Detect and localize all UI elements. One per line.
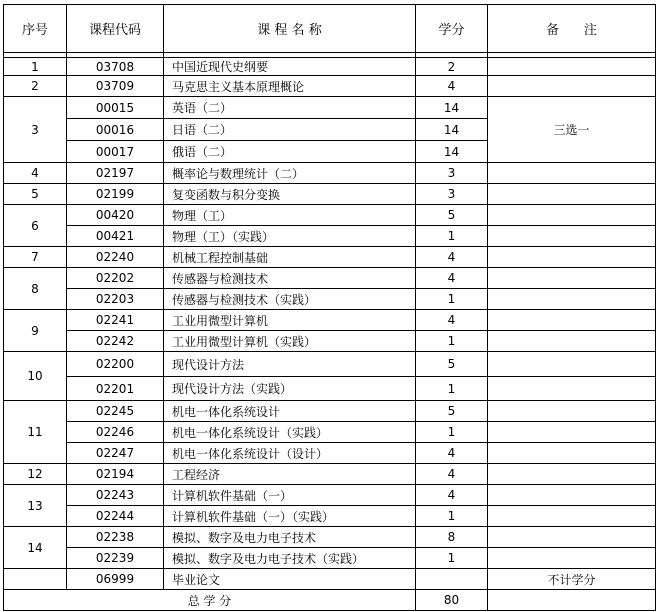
- row-code: 00421: [67, 226, 164, 247]
- row-name: 模拟、数字及电力电子技术: [164, 527, 416, 548]
- row-name: 马克思主义基本原理概论: [164, 76, 416, 97]
- row-credit: 5: [416, 401, 488, 422]
- row-code: 02240: [67, 247, 164, 268]
- course-table: [3, 4, 656, 611]
- table-row: [4, 205, 656, 226]
- header-row: [4, 5, 656, 53]
- table-row: [4, 401, 656, 422]
- row-credit: 4: [416, 464, 488, 485]
- table-row: [4, 464, 656, 485]
- row-name: 俄语（二）: [164, 141, 416, 163]
- row-name: 传感器与检测技术: [164, 268, 416, 289]
- table-row: [4, 331, 656, 352]
- row-index: 8: [4, 268, 67, 310]
- total-note: [488, 590, 656, 611]
- row-index: 14: [4, 527, 67, 569]
- row-note: [488, 377, 656, 401]
- row-name: 机电一体化系统设计: [164, 401, 416, 422]
- row-note: [488, 310, 656, 331]
- row-code: 02200: [67, 352, 164, 377]
- row-credit: 14: [416, 97, 488, 119]
- row-note: [488, 464, 656, 485]
- row-credit: 4: [416, 268, 488, 289]
- row-credit: 3: [416, 184, 488, 205]
- table-row: [4, 268, 656, 289]
- table-row: [4, 377, 656, 401]
- row-code: 02197: [67, 163, 164, 184]
- row-code: 02241: [67, 310, 164, 331]
- row-code: 00016: [67, 119, 164, 141]
- header-course-code: 课程代码: [67, 5, 164, 53]
- row-note: 不计学分: [488, 569, 656, 590]
- row-note: [488, 268, 656, 289]
- row-name: 工程经济: [164, 464, 416, 485]
- row-credit: 4: [416, 485, 488, 506]
- row-code: 02203: [67, 289, 164, 310]
- row-credit: 2: [416, 58, 488, 76]
- row-note: [488, 548, 656, 569]
- table-row: [4, 247, 656, 268]
- row-credit: 8: [416, 527, 488, 548]
- row-index: 7: [4, 247, 67, 268]
- row-note: [488, 443, 656, 464]
- row-index: 4: [4, 163, 67, 184]
- row-credit: 3: [416, 163, 488, 184]
- table-row: [4, 184, 656, 205]
- row-index: 1: [4, 58, 67, 76]
- row-code: 02242: [67, 331, 164, 352]
- row-name: 传感器与检测技术（实践）: [164, 289, 416, 310]
- row-index: 11: [4, 401, 67, 464]
- row-code: 02194: [67, 464, 164, 485]
- row-note: [488, 527, 656, 548]
- row-name: 工业用微型计算机（实践）: [164, 331, 416, 352]
- table-row: [4, 548, 656, 569]
- row-code: 02244: [67, 506, 164, 527]
- table-row: [4, 569, 656, 590]
- row-code: 02247: [67, 443, 164, 464]
- row-note: [488, 289, 656, 310]
- row-code: 02202: [67, 268, 164, 289]
- row-note: [488, 184, 656, 205]
- row-name: 机电一体化系统设计（实践）: [164, 422, 416, 443]
- row-index: 5: [4, 184, 67, 205]
- row-note: [488, 331, 656, 352]
- row-credit: [416, 569, 488, 590]
- row-code: 02246: [67, 422, 164, 443]
- row-index: [4, 569, 67, 590]
- table-row: [4, 310, 656, 331]
- row-credit: 5: [416, 352, 488, 377]
- row-code: 03709: [67, 76, 164, 97]
- table-row: [4, 226, 656, 247]
- table-row: [4, 58, 656, 76]
- row-credit: 14: [416, 119, 488, 141]
- row-code: 00017: [67, 141, 164, 163]
- row-name: 概率论与数理统计（二）: [164, 163, 416, 184]
- row-name: 现代设计方法（实践）: [164, 377, 416, 401]
- row-code: 02243: [67, 485, 164, 506]
- row-index: 13: [4, 485, 67, 527]
- row-code: 02239: [67, 548, 164, 569]
- row-code: 03708: [67, 58, 164, 76]
- row-name: 计算机软件基础（一）（实践）: [164, 506, 416, 527]
- row-note: [488, 352, 656, 377]
- row-code: 02245: [67, 401, 164, 422]
- row-code: 02199: [67, 184, 164, 205]
- table-row: [4, 527, 656, 548]
- row-name: 物理（工）: [164, 205, 416, 226]
- row-note: [488, 163, 656, 184]
- table-row: [4, 506, 656, 527]
- row-name: 机械工程控制基础: [164, 247, 416, 268]
- row-code: 02201: [67, 377, 164, 401]
- total-row: [4, 590, 656, 611]
- header-note: 备 注: [488, 5, 656, 53]
- row-name: 模拟、数字及电力电子技术（实践）: [164, 548, 416, 569]
- table-row: [4, 422, 656, 443]
- row-credit: 1: [416, 226, 488, 247]
- row-note: [488, 401, 656, 422]
- header-credit: 学分: [416, 5, 488, 53]
- row-note: [488, 422, 656, 443]
- row-name: 物理（工）（实践）: [164, 226, 416, 247]
- table-row: [4, 97, 656, 119]
- table-row: [4, 76, 656, 97]
- row-index: 6: [4, 205, 67, 247]
- row-credit: 4: [416, 310, 488, 331]
- row-name: 英语（二）: [164, 97, 416, 119]
- row-note: [488, 76, 656, 97]
- row-index: 3: [4, 97, 67, 163]
- row-name: 机电一体化系统设计（设计）: [164, 443, 416, 464]
- row-name: 中国近现代史纲要: [164, 58, 416, 76]
- row-note: [488, 58, 656, 76]
- row-note: [488, 506, 656, 527]
- row-code: 06999: [67, 569, 164, 590]
- row-code: 00015: [67, 97, 164, 119]
- row-name: 复变函数与积分变换: [164, 184, 416, 205]
- total-label: 总 学 分: [4, 590, 416, 611]
- row-credit: 4: [416, 247, 488, 268]
- row-credit: 1: [416, 289, 488, 310]
- row-index: 10: [4, 352, 67, 401]
- header-index: 序号: [4, 5, 67, 53]
- row-credit: 14: [416, 141, 488, 163]
- total-credit: 80: [416, 590, 488, 611]
- row-name: 工业用微型计算机: [164, 310, 416, 331]
- row-note: [488, 247, 656, 268]
- table-row: [4, 443, 656, 464]
- row-credit: 1: [416, 331, 488, 352]
- row-credit: 1: [416, 506, 488, 527]
- row-name: 日语（二）: [164, 119, 416, 141]
- row-index: 2: [4, 76, 67, 97]
- row-note: [488, 205, 656, 226]
- row-credit: 1: [416, 548, 488, 569]
- table-row: [4, 289, 656, 310]
- table-row: [4, 163, 656, 184]
- row-name: 毕业论文: [164, 569, 416, 590]
- table-row: [4, 485, 656, 506]
- row-name: 现代设计方法: [164, 352, 416, 377]
- row-credit: 4: [416, 76, 488, 97]
- row-index: 9: [4, 310, 67, 352]
- row-code: 02238: [67, 527, 164, 548]
- row-credit: 1: [416, 422, 488, 443]
- table-row: [4, 352, 656, 377]
- row-note: [488, 485, 656, 506]
- row-credit: 1: [416, 377, 488, 401]
- row-note: [488, 226, 656, 247]
- row-note: 三选一: [488, 97, 656, 163]
- row-index: 12: [4, 464, 67, 485]
- row-code: 00420: [67, 205, 164, 226]
- header-course-name: 课 程 名 称: [164, 5, 416, 53]
- row-credit: 4: [416, 443, 488, 464]
- row-credit: 5: [416, 205, 488, 226]
- row-name: 计算机软件基础（一）: [164, 485, 416, 506]
